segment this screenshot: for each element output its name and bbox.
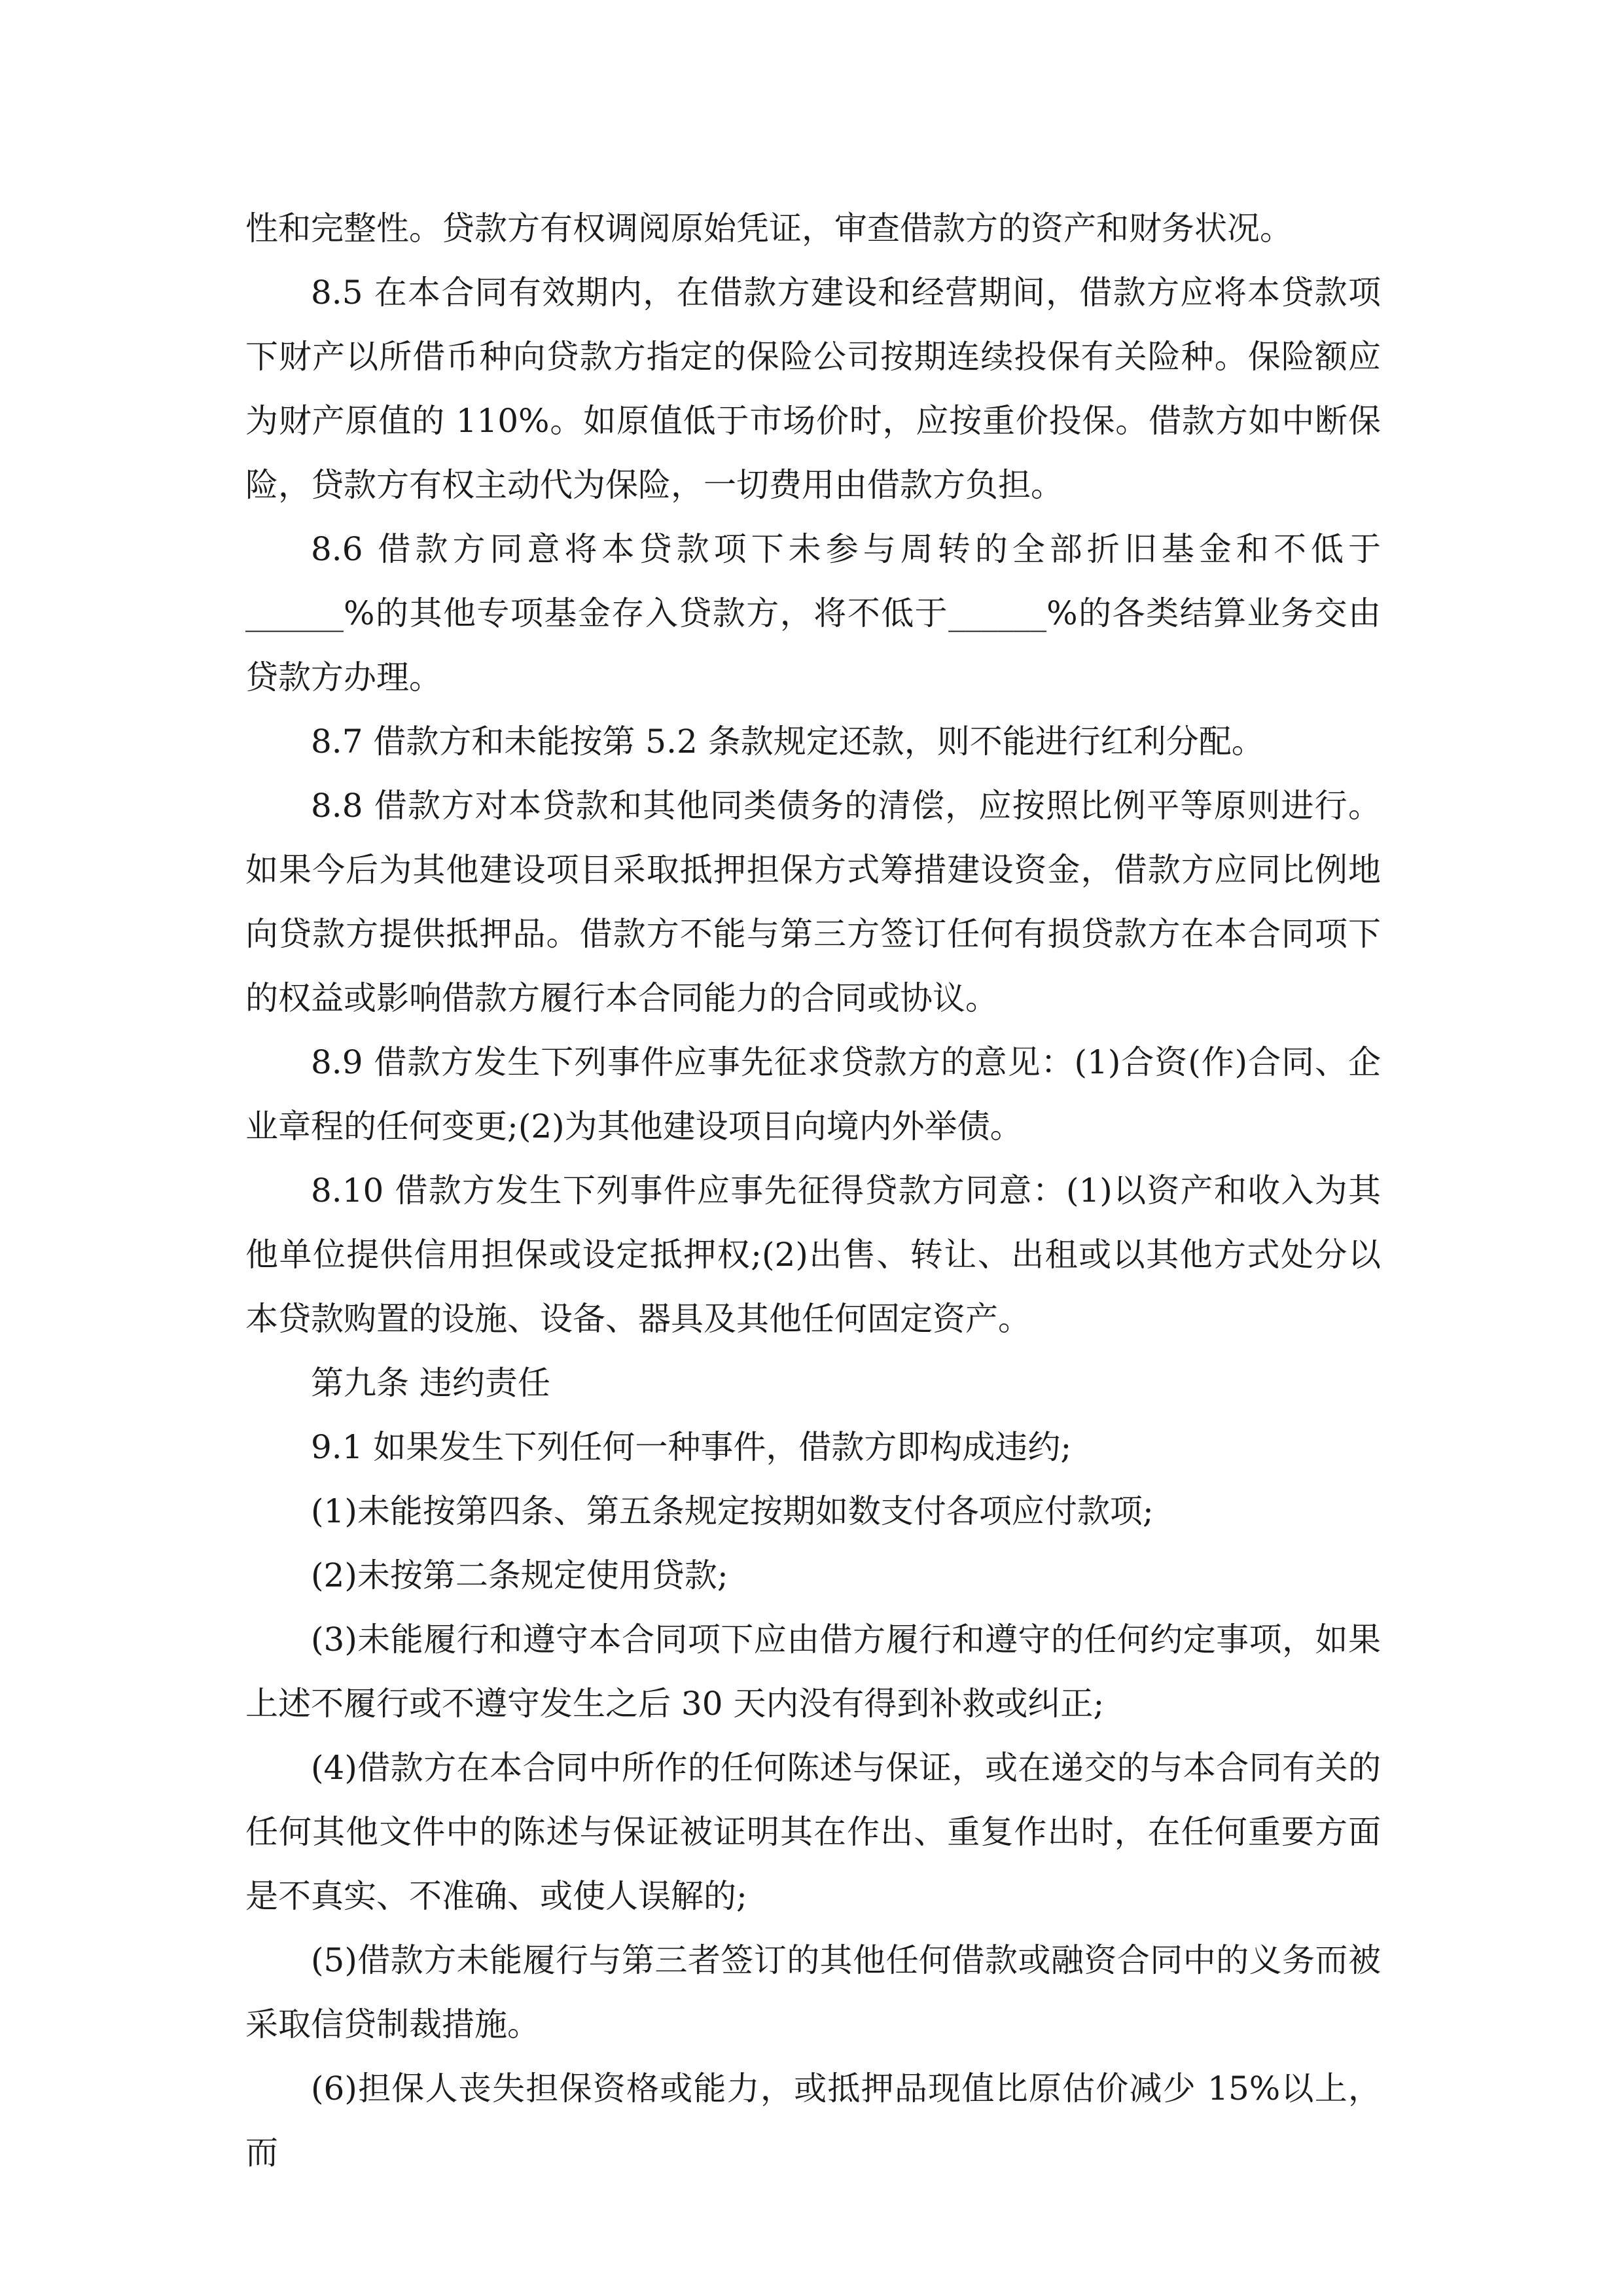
paragraph-continuation: 性和完整性。贷款方有权调阅原始凭证，审查借款方的资产和财务状况。 <box>245 209 1293 247</box>
paragraph-clause-8-8: 8.8 借款方对本贷款和其他同类债务的清偿，应按照比例平等原则进行。如果今后为其他建设项目采取抵押担保方式筹措建设资金，借款方应同比例地向贷款方提供抵押品。借款方不能与第三方签订任何有损贷款方在本合同项下的权益或影响借款方履行本合同能力的合同或协议。 <box>245 787 1381 1017</box>
list-item-3: (3)未能履行和遵守本合同项下应由借方履行和遵守的任何约定事项，如果上述不履行或不遵守发生之后 30 天内没有得到补救或纠正; <box>245 1621 1381 1723</box>
list-item-5: (5)借款方未能履行与第三者签订的其他任何借款或融资合同中的义务而被采取信贷制裁措施。 <box>245 1941 1381 2043</box>
list-item-1: (1)未能按第四条、第五条规定按期如数支付各项应付款项; <box>311 1492 1154 1530</box>
section-heading-article-9: 第九条 违约责任 <box>311 1364 550 1402</box>
list-item-2: (2)未按第二条规定使用贷款; <box>311 1556 728 1594</box>
paragraph-clause-8-6: 8.6 借款方同意将本贷款项下未参与周转的全部折旧基金和不低于______%的其他专项基金存入贷款方，将不低于______%的各类结算业务交由贷款方办理。 <box>245 530 1381 696</box>
paragraph-clause-8-7: 8.7 借款方和未能按第 5.2 条款规定还款，则不能进行红利分配。 <box>311 723 1264 761</box>
paragraph-clause-8-10: 8.10 借款方发生下列事件应事先征得贷款方同意：(1)以资产和收入为其他单位提供信用担保或设定抵押权;(2)出售、转让、出租或以其他方式处分以本贷款购置的设施、设备、器具及其他任何固定资产。 <box>245 1172 1381 1338</box>
list-item-6: (6)担保人丧失担保资格或能力，或抵押品现值比原估价减少 15%以上，而 <box>245 2070 1381 2172</box>
list-item-4: (4)借款方在本合同中所作的任何陈述与保证，或在递交的与本合同有关的任何其他文件中的陈述与保证被证明其在作出、重复作出时，在任何重要方面是不真实、不准确、或使人误解的; <box>245 1749 1381 1915</box>
paragraph-clause-8-5: 8.5 在本合同有效期内，在借款方建设和经营期间，借款方应将本贷款项下财产以所借币种向贷款方指定的保险公司按期连续投保有关险种。保险额应为财产原值的 110%。如原值低于市场价时，应按重价投保。借款方如中断保险，贷款方有权主动代为保险，一切费用由借款方负担。 <box>245 274 1381 504</box>
paragraph-clause-8-9: 8.9 借款方发生下列事件应事先征求贷款方的意见：(1)合资(作)合同、企业章程的任何变更;(2)为其他建设项目向境内外举债。 <box>245 1043 1381 1145</box>
paragraph-clause-9-1: 9.1 如果发生下列任何一种事件，借款方即构成违约; <box>311 1428 1072 1466</box>
document-body <box>245 196 1381 2185</box>
